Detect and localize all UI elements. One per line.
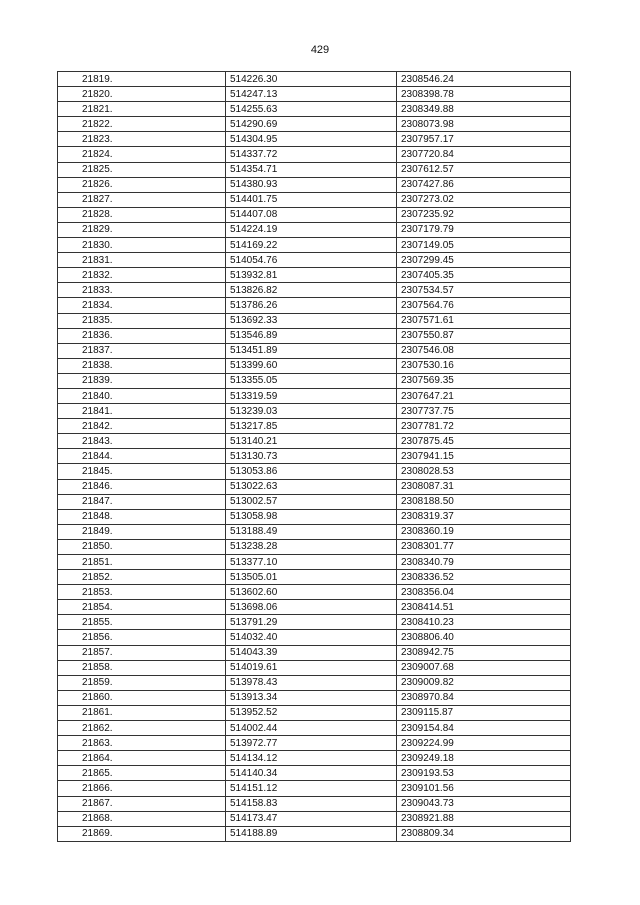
x-coordinate-cell: 514134.12: [226, 751, 397, 766]
table-row: [58, 826, 571, 841]
x-coordinate-cell: 513978.43: [226, 675, 397, 690]
y-coordinate-cell: 2307612.57: [397, 162, 571, 177]
point-number-cell: 21861.: [58, 705, 226, 720]
point-number-cell: 21865.: [58, 766, 226, 781]
table-row: [58, 87, 571, 102]
x-coordinate-cell: 514019.61: [226, 660, 397, 675]
y-coordinate-cell: 2307405.35: [397, 268, 571, 283]
y-coordinate-cell: 2307550.87: [397, 328, 571, 343]
x-coordinate-cell: 513692.33: [226, 313, 397, 328]
point-number-cell: 21854.: [58, 600, 226, 615]
x-coordinate-cell: 513913.34: [226, 690, 397, 705]
y-coordinate-cell: 2309249.18: [397, 751, 571, 766]
y-coordinate-cell: 2307546.08: [397, 343, 571, 358]
point-number-cell: 21860.: [58, 690, 226, 705]
table-row: [58, 253, 571, 268]
y-coordinate-cell: 2308398.78: [397, 87, 571, 102]
y-coordinate-cell: 2308336.52: [397, 570, 571, 585]
y-coordinate-cell: 2308410.23: [397, 615, 571, 630]
table-row: [58, 479, 571, 494]
y-coordinate-cell: 2308087.31: [397, 479, 571, 494]
point-number-cell: 21843.: [58, 434, 226, 449]
x-coordinate-cell: 514407.08: [226, 207, 397, 222]
table-row: [58, 238, 571, 253]
x-coordinate-cell: 514173.47: [226, 811, 397, 826]
y-coordinate-cell: 2308942.75: [397, 645, 571, 660]
x-coordinate-cell: 513377.10: [226, 555, 397, 570]
x-coordinate-cell: 513786.26: [226, 298, 397, 313]
y-coordinate-cell: 2309115.87: [397, 705, 571, 720]
x-coordinate-cell: 513355.05: [226, 373, 397, 388]
x-coordinate-cell: 514169.22: [226, 238, 397, 253]
table-row: [58, 388, 571, 403]
x-coordinate-cell: 513022.63: [226, 479, 397, 494]
y-coordinate-cell: 2307534.57: [397, 283, 571, 298]
y-coordinate-cell: 2308921.88: [397, 811, 571, 826]
point-number-cell: 21852.: [58, 570, 226, 585]
x-coordinate-cell: 514247.13: [226, 87, 397, 102]
y-coordinate-cell: 2309009.82: [397, 675, 571, 690]
y-coordinate-cell: 2307875.45: [397, 434, 571, 449]
point-number-cell: 21822.: [58, 117, 226, 132]
table-row: [58, 283, 571, 298]
point-number-cell: 21856.: [58, 630, 226, 645]
table-row: [58, 222, 571, 237]
table-row: [58, 690, 571, 705]
point-number-cell: 21842.: [58, 419, 226, 434]
y-coordinate-cell: 2309193.53: [397, 766, 571, 781]
y-coordinate-cell: 2307179.79: [397, 222, 571, 237]
point-number-cell: 21846.: [58, 479, 226, 494]
table-row: [58, 72, 571, 87]
point-number-cell: 21858.: [58, 660, 226, 675]
table-row: [58, 162, 571, 177]
x-coordinate-cell: 513058.98: [226, 509, 397, 524]
x-coordinate-cell: 513826.82: [226, 283, 397, 298]
point-number-cell: 21819.: [58, 72, 226, 87]
point-number-cell: 21853.: [58, 585, 226, 600]
y-coordinate-cell: 2307149.05: [397, 238, 571, 253]
x-coordinate-cell: 513698.06: [226, 600, 397, 615]
table-row: [58, 343, 571, 358]
table-row: [58, 585, 571, 600]
table-row: [58, 207, 571, 222]
table-row: [58, 811, 571, 826]
y-coordinate-cell: 2308414.51: [397, 600, 571, 615]
x-coordinate-cell: 514002.44: [226, 721, 397, 736]
y-coordinate-cell: 2308806.40: [397, 630, 571, 645]
point-number-cell: 21841.: [58, 404, 226, 419]
y-coordinate-cell: 2309224.99: [397, 736, 571, 751]
y-coordinate-cell: 2307941.15: [397, 449, 571, 464]
x-coordinate-cell: 513239.03: [226, 404, 397, 419]
point-number-cell: 21863.: [58, 736, 226, 751]
point-number-cell: 21828.: [58, 207, 226, 222]
table-row: [58, 781, 571, 796]
point-number-cell: 21857.: [58, 645, 226, 660]
x-coordinate-cell: 514188.89: [226, 826, 397, 841]
coordinate-table-body: [58, 72, 571, 842]
y-coordinate-cell: 2307720.84: [397, 147, 571, 162]
y-coordinate-cell: 2308546.24: [397, 72, 571, 87]
coordinate-table: [57, 71, 571, 842]
x-coordinate-cell: 513319.59: [226, 388, 397, 403]
point-number-cell: 21845.: [58, 464, 226, 479]
point-number-cell: 21834.: [58, 298, 226, 313]
y-coordinate-cell: 2307957.17: [397, 132, 571, 147]
y-coordinate-cell: 2308301.77: [397, 539, 571, 554]
table-row: [58, 736, 571, 751]
x-coordinate-cell: 513932.81: [226, 268, 397, 283]
x-coordinate-cell: 514151.12: [226, 781, 397, 796]
point-number-cell: 21820.: [58, 87, 226, 102]
table-row: [58, 328, 571, 343]
table-row: [58, 464, 571, 479]
table-row: [58, 298, 571, 313]
point-number-cell: 21831.: [58, 253, 226, 268]
y-coordinate-cell: 2307737.75: [397, 404, 571, 419]
y-coordinate-cell: 2309007.68: [397, 660, 571, 675]
y-coordinate-cell: 2307569.35: [397, 373, 571, 388]
point-number-cell: 21835.: [58, 313, 226, 328]
point-number-cell: 21844.: [58, 449, 226, 464]
y-coordinate-cell: 2308319.37: [397, 509, 571, 524]
x-coordinate-cell: 514226.30: [226, 72, 397, 87]
point-number-cell: 21833.: [58, 283, 226, 298]
y-coordinate-cell: 2308356.04: [397, 585, 571, 600]
table-row: [58, 539, 571, 554]
page-number: 429: [310, 44, 330, 56]
point-number-cell: 21824.: [58, 147, 226, 162]
table-row: [58, 721, 571, 736]
table-row: [58, 555, 571, 570]
table-row: [58, 373, 571, 388]
table-row: [58, 313, 571, 328]
x-coordinate-cell: 514032.40: [226, 630, 397, 645]
table-row: [58, 117, 571, 132]
table-row: [58, 751, 571, 766]
x-coordinate-cell: 513791.29: [226, 615, 397, 630]
point-number-cell: 21839.: [58, 373, 226, 388]
table-row: [58, 766, 571, 781]
x-coordinate-cell: 513505.01: [226, 570, 397, 585]
y-coordinate-cell: 2307427.86: [397, 177, 571, 192]
x-coordinate-cell: 514337.72: [226, 147, 397, 162]
x-coordinate-cell: 513546.89: [226, 328, 397, 343]
point-number-cell: 21866.: [58, 781, 226, 796]
x-coordinate-cell: 514401.75: [226, 192, 397, 207]
y-coordinate-cell: 2307571.61: [397, 313, 571, 328]
x-coordinate-cell: 513188.49: [226, 524, 397, 539]
point-number-cell: 21826.: [58, 177, 226, 192]
x-coordinate-cell: 514054.76: [226, 253, 397, 268]
x-coordinate-cell: 513217.85: [226, 419, 397, 434]
y-coordinate-cell: 2308349.88: [397, 102, 571, 117]
y-coordinate-cell: 2309043.73: [397, 796, 571, 811]
table-row: [58, 615, 571, 630]
y-coordinate-cell: 2308970.84: [397, 690, 571, 705]
table-row: [58, 132, 571, 147]
table-row: [58, 524, 571, 539]
x-coordinate-cell: 513399.60: [226, 358, 397, 373]
point-number-cell: 21855.: [58, 615, 226, 630]
point-number-cell: 21862.: [58, 721, 226, 736]
point-number-cell: 21840.: [58, 388, 226, 403]
point-number-cell: 21850.: [58, 539, 226, 554]
y-coordinate-cell: 2308360.19: [397, 524, 571, 539]
x-coordinate-cell: 514380.93: [226, 177, 397, 192]
point-number-cell: 21867.: [58, 796, 226, 811]
x-coordinate-cell: 513140.21: [226, 434, 397, 449]
y-coordinate-cell: 2307564.76: [397, 298, 571, 313]
x-coordinate-cell: 513952.52: [226, 705, 397, 720]
y-coordinate-cell: 2307530.16: [397, 358, 571, 373]
y-coordinate-cell: 2308073.98: [397, 117, 571, 132]
table-row: [58, 404, 571, 419]
point-number-cell: 21864.: [58, 751, 226, 766]
x-coordinate-cell: 513130.73: [226, 449, 397, 464]
x-coordinate-cell: 513602.60: [226, 585, 397, 600]
table-row: [58, 509, 571, 524]
x-coordinate-cell: 513053.86: [226, 464, 397, 479]
table-row: [58, 796, 571, 811]
point-number-cell: 21851.: [58, 555, 226, 570]
point-number-cell: 21832.: [58, 268, 226, 283]
y-coordinate-cell: 2307273.02: [397, 192, 571, 207]
point-number-cell: 21848.: [58, 509, 226, 524]
y-coordinate-cell: 2308340.79: [397, 555, 571, 570]
table-row: [58, 660, 571, 675]
table-row: [58, 358, 571, 373]
y-coordinate-cell: 2309154.84: [397, 721, 571, 736]
table-row: [58, 630, 571, 645]
point-number-cell: 21869.: [58, 826, 226, 841]
y-coordinate-cell: 2307299.45: [397, 253, 571, 268]
y-coordinate-cell: 2307781.72: [397, 419, 571, 434]
point-number-cell: 21836.: [58, 328, 226, 343]
point-number-cell: 21838.: [58, 358, 226, 373]
table-row: [58, 177, 571, 192]
x-coordinate-cell: 514290.69: [226, 117, 397, 132]
point-number-cell: 21829.: [58, 222, 226, 237]
x-coordinate-cell: 514043.39: [226, 645, 397, 660]
table-row: [58, 434, 571, 449]
point-number-cell: 21849.: [58, 524, 226, 539]
table-row: [58, 147, 571, 162]
table-row: [58, 268, 571, 283]
point-number-cell: 21825.: [58, 162, 226, 177]
table-row: [58, 449, 571, 464]
y-coordinate-cell: 2308809.34: [397, 826, 571, 841]
table-row: [58, 570, 571, 585]
table-row: [58, 192, 571, 207]
x-coordinate-cell: 514158.83: [226, 796, 397, 811]
table-row: [58, 494, 571, 509]
x-coordinate-cell: 514140.34: [226, 766, 397, 781]
table-row: [58, 705, 571, 720]
point-number-cell: 21827.: [58, 192, 226, 207]
table-row: [58, 675, 571, 690]
y-coordinate-cell: 2307235.92: [397, 207, 571, 222]
x-coordinate-cell: 513972.77: [226, 736, 397, 751]
point-number-cell: 21859.: [58, 675, 226, 690]
table-row: [58, 600, 571, 615]
x-coordinate-cell: 513238.28: [226, 539, 397, 554]
x-coordinate-cell: 513451.89: [226, 343, 397, 358]
point-number-cell: 21823.: [58, 132, 226, 147]
point-number-cell: 21830.: [58, 238, 226, 253]
y-coordinate-cell: 2309101.56: [397, 781, 571, 796]
x-coordinate-cell: 514255.63: [226, 102, 397, 117]
x-coordinate-cell: 514304.95: [226, 132, 397, 147]
y-coordinate-cell: 2307647.21: [397, 388, 571, 403]
y-coordinate-cell: 2308188.50: [397, 494, 571, 509]
x-coordinate-cell: 514224.19: [226, 222, 397, 237]
point-number-cell: 21837.: [58, 343, 226, 358]
point-number-cell: 21821.: [58, 102, 226, 117]
table-row: [58, 645, 571, 660]
y-coordinate-cell: 2308028.53: [397, 464, 571, 479]
point-number-cell: 21847.: [58, 494, 226, 509]
table-row: [58, 419, 571, 434]
x-coordinate-cell: 513002.57: [226, 494, 397, 509]
x-coordinate-cell: 514354.71: [226, 162, 397, 177]
point-number-cell: 21868.: [58, 811, 226, 826]
table-row: [58, 102, 571, 117]
